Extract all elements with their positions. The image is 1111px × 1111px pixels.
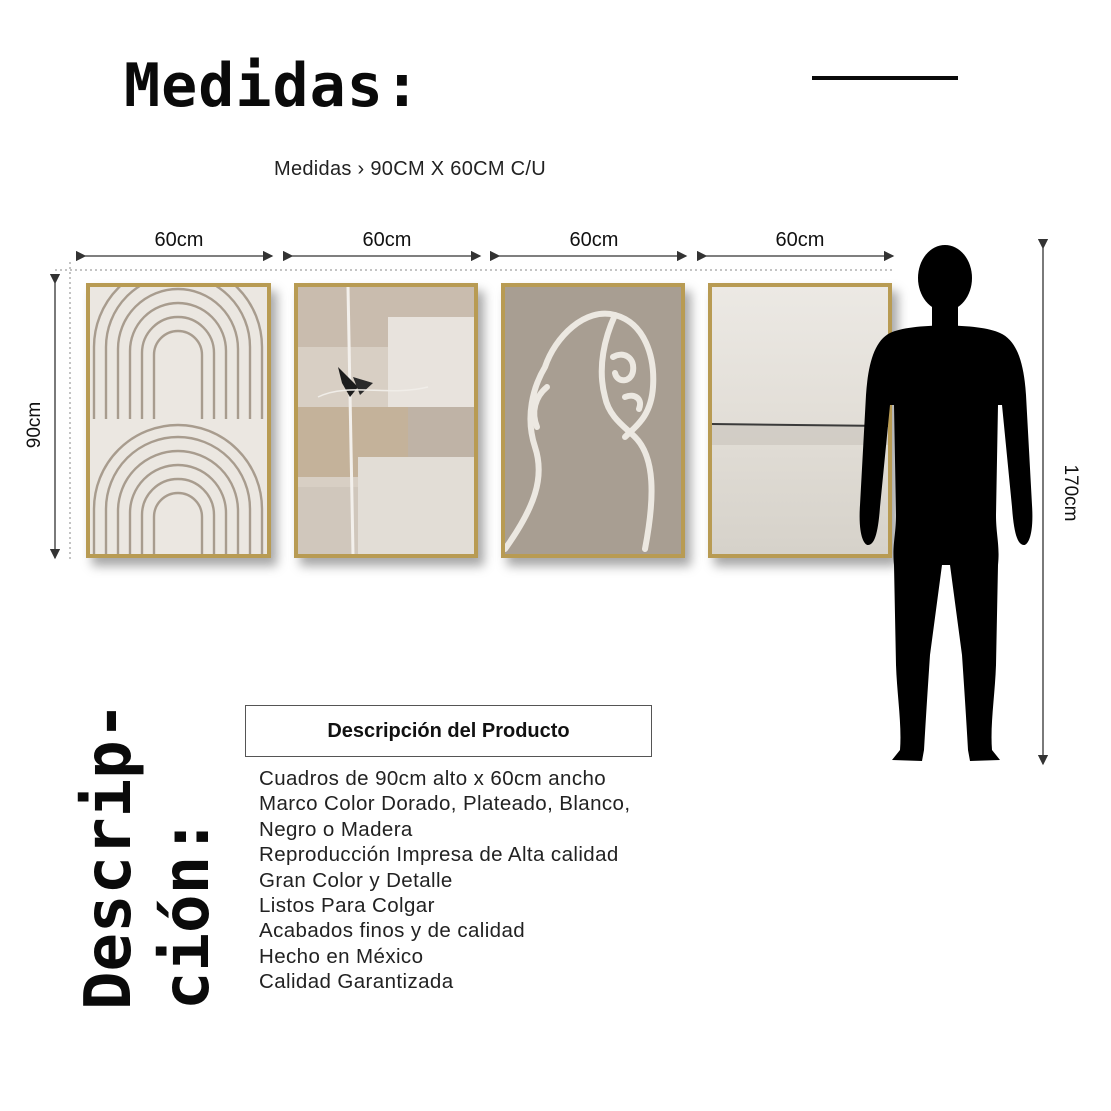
description-box-title: Descripción del Producto [245, 705, 652, 757]
width-label-4: 60cm [775, 229, 825, 251]
height-label: 90cm [24, 401, 45, 449]
description-side-title: Descrip- ción: [72, 701, 224, 1010]
list-item: Negro o Madera [259, 817, 413, 841]
list-item: Listos Para Colgar [259, 894, 435, 918]
list-item: Hecho en México [259, 944, 424, 968]
list-item: Reproducción Impresa de Alta calidad [259, 843, 619, 867]
measurements-subtitle: Medidas › 90CM X 60CM C/U [274, 158, 547, 180]
list-item: Marco Color Dorado, Plateado, Blanco, [259, 792, 631, 816]
description-list [259, 766, 630, 995]
width-label-1: 60cm [154, 229, 204, 251]
list-item: Cuadros de 90cm alto x 60cm ancho [259, 767, 607, 790]
list-item: Calidad Garantizada [259, 970, 454, 994]
list-item: Acabados finos y de calidad [259, 919, 526, 943]
page-title: Medidas: [124, 51, 421, 121]
abstract-brush-print [294, 283, 478, 558]
human-silhouette [850, 245, 1035, 770]
width-label-2: 60cm [362, 229, 412, 251]
line-face-print [501, 283, 685, 558]
list-item: Gran Color y Detalle [259, 868, 453, 892]
width-label-3: 60cm [569, 229, 619, 251]
person-height-label: 170cm [1060, 464, 1081, 522]
arches-print [86, 283, 271, 558]
